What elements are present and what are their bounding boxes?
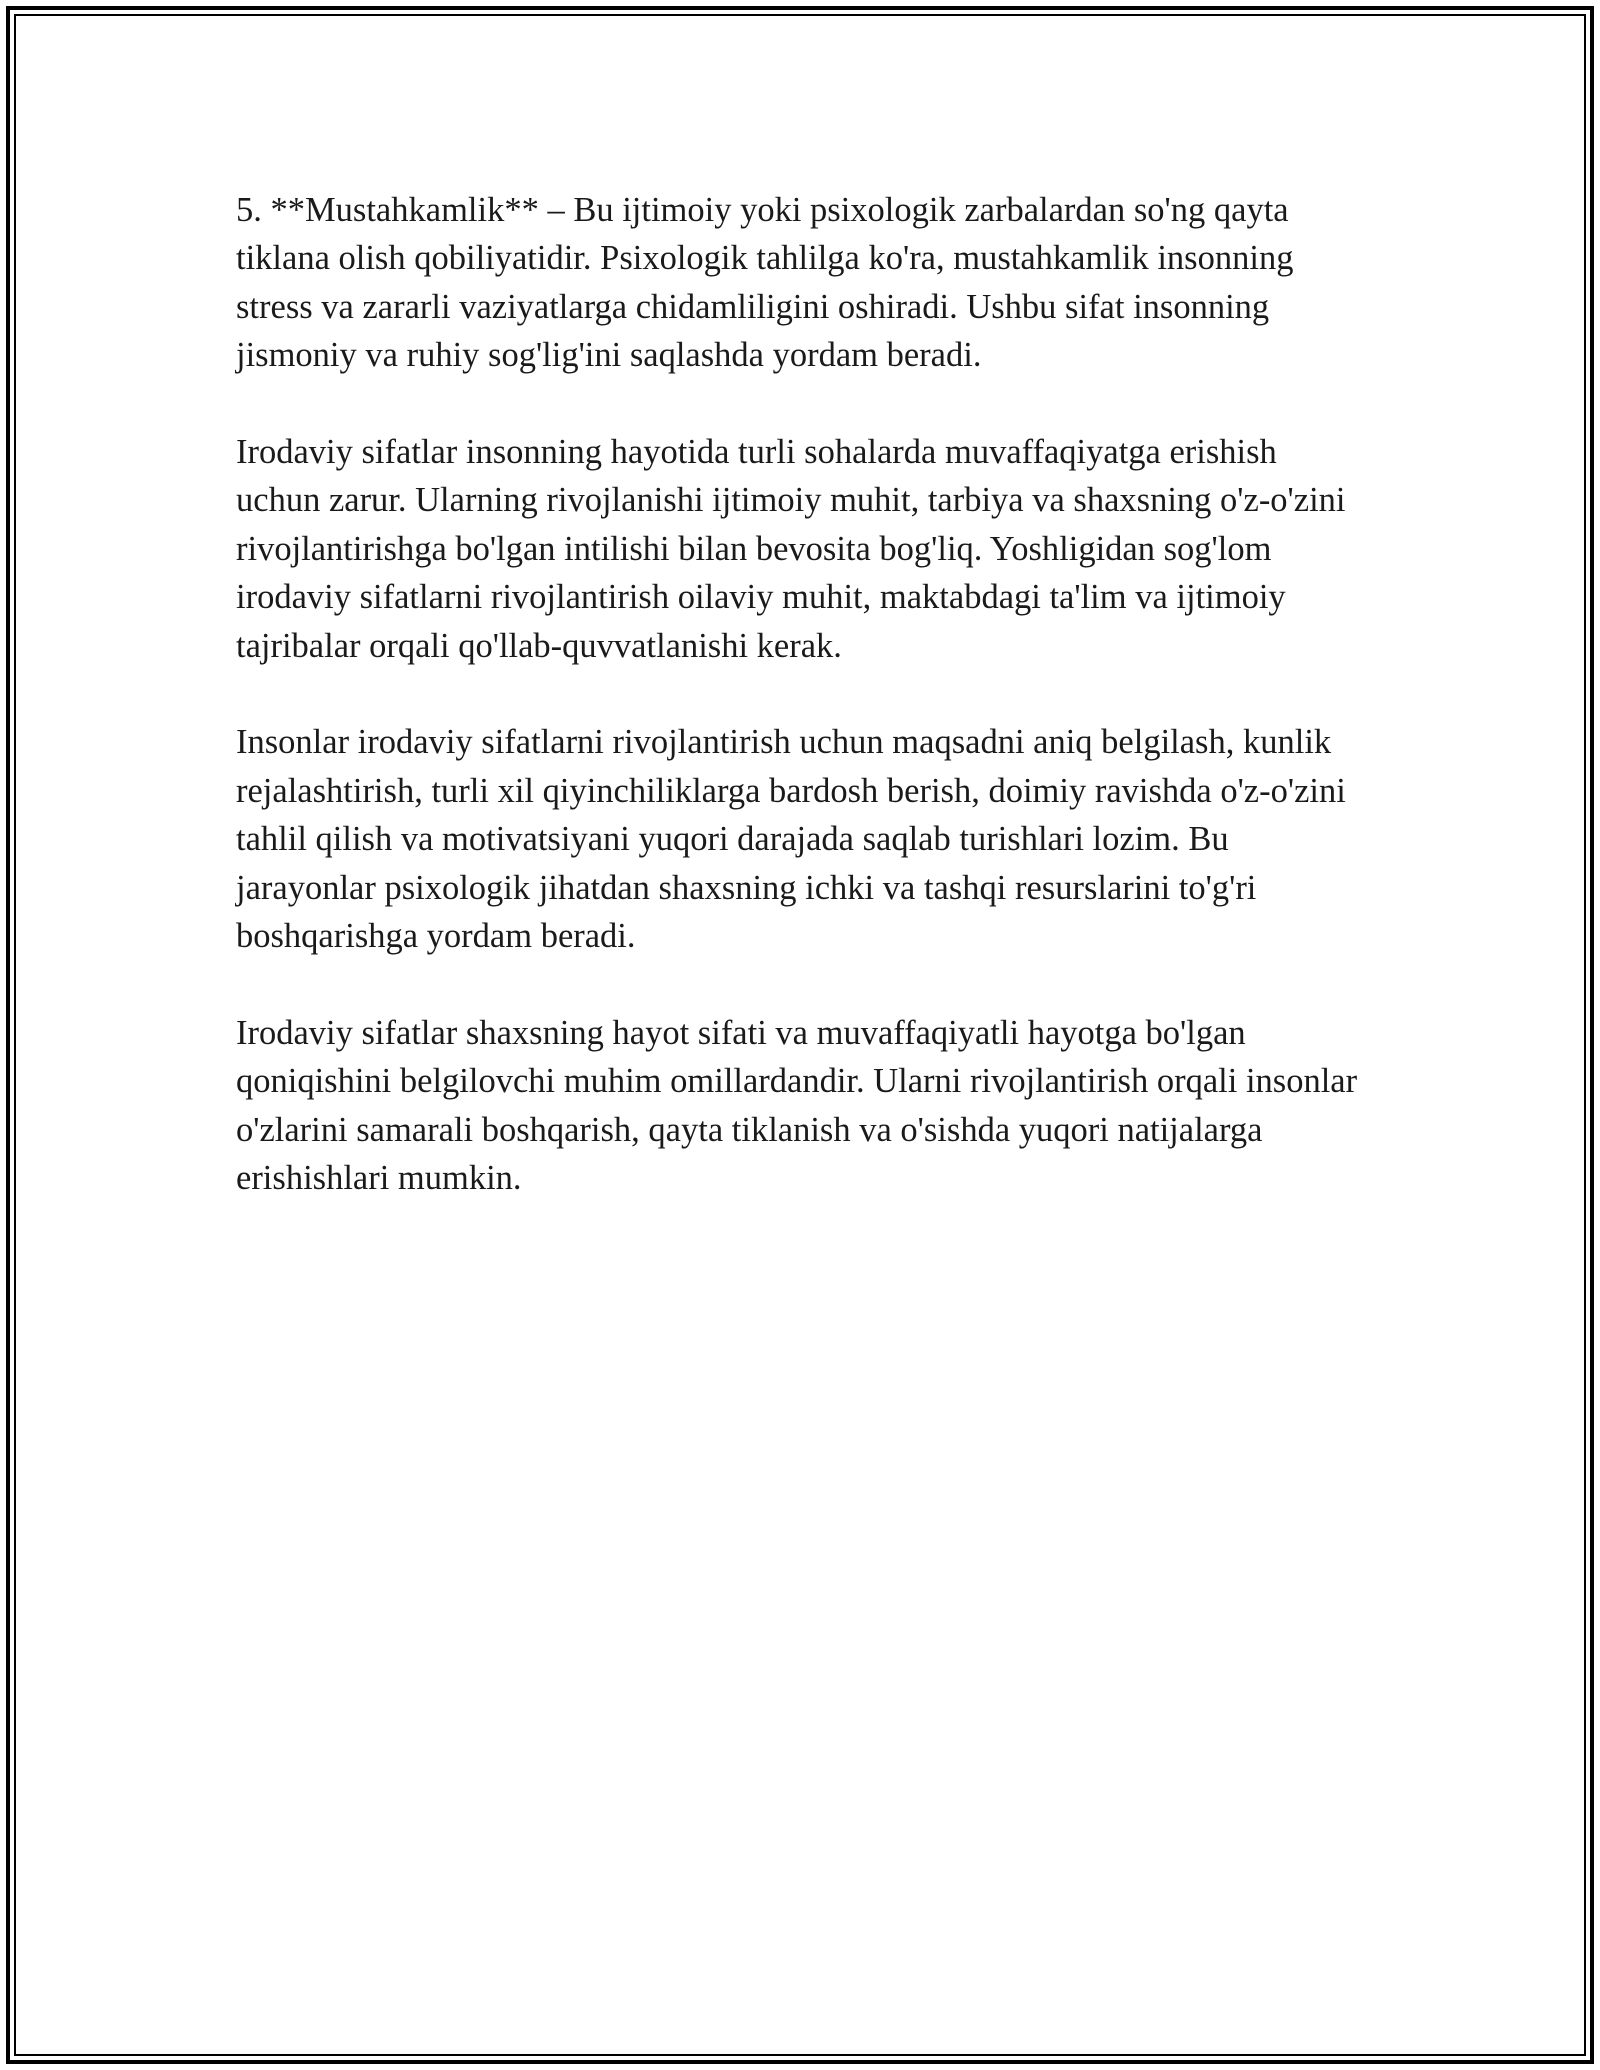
paragraph-irodaviy-sifatlar-zarur: Irodaviy sifatlar insonning hayotida turli sohalarda muvaffaqiyatga erishish uchun zarur. Ularning rivojlanishi ijtimoiy muhit, tarbiya va shaxsning o'z-o'zini rivojlantirishga bo'lgan intilishi bilan bevosita bog'liq. Yoshligidan sog'lom irodaviy sifatlarni rivojlantirish oilaviy muhit, maktabdagi ta'lim va ijtimoiy tajribalar orqali qo'llab-quvvatlanishi kerak. [236, 433, 1346, 665]
paragraph-mustahkamlik: 5. **Mustahkamlik** – Bu ijtimoiy yoki psixologik zarbalardan so'ng qayta tiklana olish qobiliyatidir. Psixologik tahlilga ko'ra, mustahkamlik insonning stress va zararli vaziyatlarga chidamliligini oshiradi. Ushbu sifat insonning jismoniy va ruhiy sog'lig'ini saqlashda yordam beradi. [236, 191, 1294, 375]
paragraph-rivojlantirish-usullari: Insonlar irodaviy sifatlarni rivojlantirish uchun maqsadni aniq belgilash, kunlik rejalashtirish, turli xil qiyinchiliklarga bardosh berish, doimiy ravishda o'z-o'zini tahlil qilish va motivatsiyani yuqori darajada saqlab turishlari lozim. Bu jarayonlar psixologik jihatdan shaxsning ichki va tashqi resurslarini to'g'ri boshqarishga yordam beradi. [236, 723, 1346, 956]
paragraph-xulosa: Irodaviy sifatlar shaxsning hayot sifati va muvaffaqiyatli hayotga bo'lgan qoniqishini belgilovchi muhim omillardandir. Ularni rivojlantirish orqali insonlar o'zlarini samarali boshqarish, qayta tiklanish va o'sishda yuqori natijalarga erishishlari mumkin. [236, 1013, 1358, 1198]
document-body [236, 186, 1366, 1251]
